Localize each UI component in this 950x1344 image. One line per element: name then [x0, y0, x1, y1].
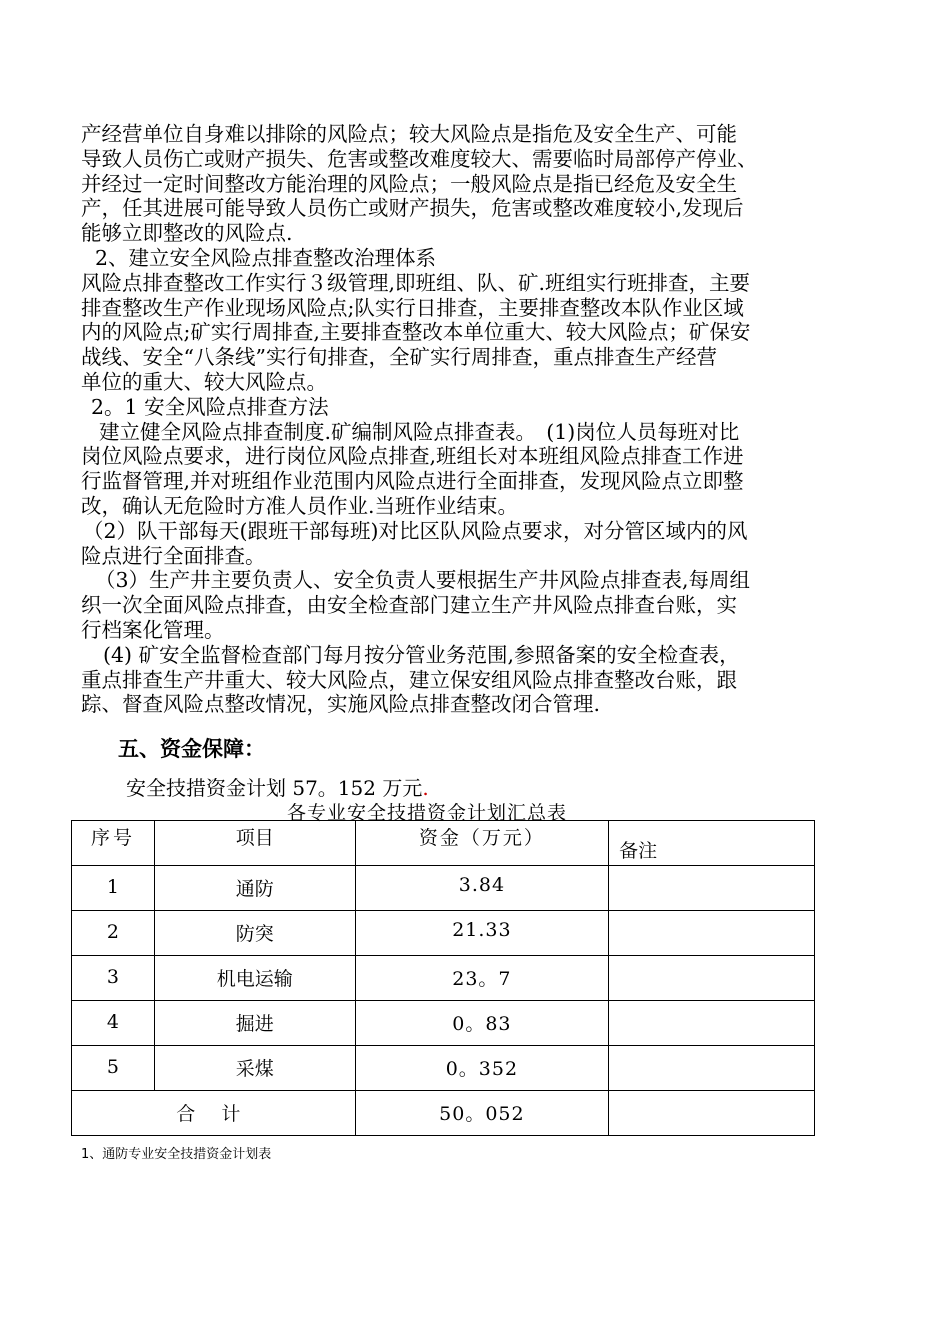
paragraph-line: 产经营单位自身难以排除的风险点；较大风险点是指危及安全生产、可能	[81, 122, 737, 146]
header-note: 备注	[609, 821, 815, 866]
paragraph-line: 内的风险点;矿实行周排查,主要排查整改本单位重大、较大风险点；矿保安	[81, 320, 751, 345]
cell-item: 掘进	[154, 1001, 355, 1046]
paragraph-line: 岗位风险点要求，进行岗位风险点排查,班组长对本班组风险点排查工作进	[81, 444, 744, 469]
table-title: 各专业安全技措资金计划汇总表	[287, 802, 568, 824]
cell-note	[609, 956, 815, 1001]
section-heading: 五、资金保障：	[118, 737, 265, 761]
cell-item: 机电运输	[154, 956, 355, 1001]
cell-no: 2	[72, 911, 155, 956]
paragraph-line: 能够立即整改的风险点.	[81, 221, 293, 246]
funds-summary-table	[71, 820, 815, 1136]
cell-note	[609, 911, 815, 956]
table-total-row	[72, 1091, 815, 1136]
cell-item: 通防	[154, 866, 355, 911]
cell-fund: 0。83	[355, 1001, 609, 1046]
table-row	[72, 956, 815, 1001]
total-note	[609, 1091, 815, 1136]
budget-line	[126, 772, 429, 801]
total-label: 合 计	[72, 1091, 356, 1136]
cell-note	[609, 1046, 815, 1091]
table-row	[72, 911, 815, 956]
body-text	[81, 122, 821, 717]
table-row	[72, 1001, 815, 1046]
cell-fund: 0。352	[355, 1046, 609, 1091]
budget-text: 安全技措资金计划 57。152 万元	[126, 776, 423, 800]
paragraph-line: 产，任其进展可能导致人员伤亡或财产损失，危害或整改难度较小,发现后	[81, 196, 744, 221]
paragraph-line: 建立健全风险点排查制度.矿编制风险点排查表。 (1)岗位人员每班对比	[99, 419, 740, 444]
subheading: 2。1 安全风险点排查方法	[91, 394, 329, 419]
cell-no: 3	[72, 956, 155, 1001]
paragraph-line: 险点进行全面排查。	[81, 543, 266, 568]
paragraph-line: 行监督管理,并对班组作业范围内风险点进行全面排查，发现风险点立即整	[81, 469, 744, 494]
header-item: 项目	[154, 821, 355, 866]
cell-no: 4	[72, 1001, 155, 1046]
paragraph-line: 行档案化管理。	[81, 617, 225, 642]
total-fund: 50。052	[355, 1091, 609, 1136]
footnote: 1、通防专业安全技措资金计划表	[81, 1147, 272, 1162]
paragraph-line: (4) 矿安全监督检查部门每月按分管业务范围,参照备案的安全检查表，	[103, 642, 740, 667]
paragraph-line: 重点排查生产井重大、较大风险点，建立保安组风险点排查整改台账，跟	[81, 667, 737, 692]
cell-no: 5	[72, 1046, 155, 1091]
paragraph-line: 战线、安全“八条线”实行旬排查，全矿实行周排查，重点排查生产经营	[81, 345, 717, 370]
paragraph-line: 单位的重大、较大风险点。	[81, 369, 327, 394]
subheading: 2、建立安全风险点排查整改治理体系	[95, 245, 437, 270]
cell-item: 采煤	[154, 1046, 355, 1091]
table-row	[72, 866, 815, 911]
paragraph-line: 织一次全面风险点排查，由安全检查部门建立生产井风险点排查台账，实	[81, 593, 737, 618]
paragraph-line: 导致人员伤亡或财产损失、危害或整改难度较大、需要临时局部停产停业、	[81, 146, 758, 171]
cell-note	[609, 866, 815, 911]
cell-no: 1	[72, 866, 155, 911]
paragraph-line: 风险点排查整改工作实行３级管理,即班组、队、矿.班组实行班排查，主要	[81, 270, 751, 295]
paragraph-line: （2）队干部每天(跟班干部每班)对比区队风险点要求，对分管区域内的风	[83, 518, 748, 543]
cell-fund: 3.84	[355, 866, 609, 911]
paragraph-line: 排查整改生产作业现场风险点;队实行日排查，主要排查整改本队作业区域	[81, 295, 744, 320]
paragraph-line: 并经过一定时间整改方能治理的风险点；一般风险点是指已经危及安全生	[81, 171, 737, 196]
budget-mark: .	[422, 776, 429, 800]
cell-fund: 23。7	[355, 956, 609, 1001]
paragraph-line: 改，确认无危险时方准人员作业.当班作业结束。	[81, 493, 519, 518]
cell-item: 防突	[154, 911, 355, 956]
header-no: 序号	[72, 821, 155, 866]
table-row	[72, 1046, 815, 1091]
cell-fund: 21.33	[355, 911, 609, 956]
paragraph-line: （3）生产井主要负责人、安全负责人要根据生产井风险点排查表,每周组	[95, 568, 751, 593]
table-header-row	[72, 821, 815, 866]
paragraph-line: 踪、督查风险点整改情况，实施风险点排查整改闭合管理.	[81, 692, 601, 717]
header-fund: 资金（万元）	[355, 821, 609, 866]
cell-note	[609, 1001, 815, 1046]
